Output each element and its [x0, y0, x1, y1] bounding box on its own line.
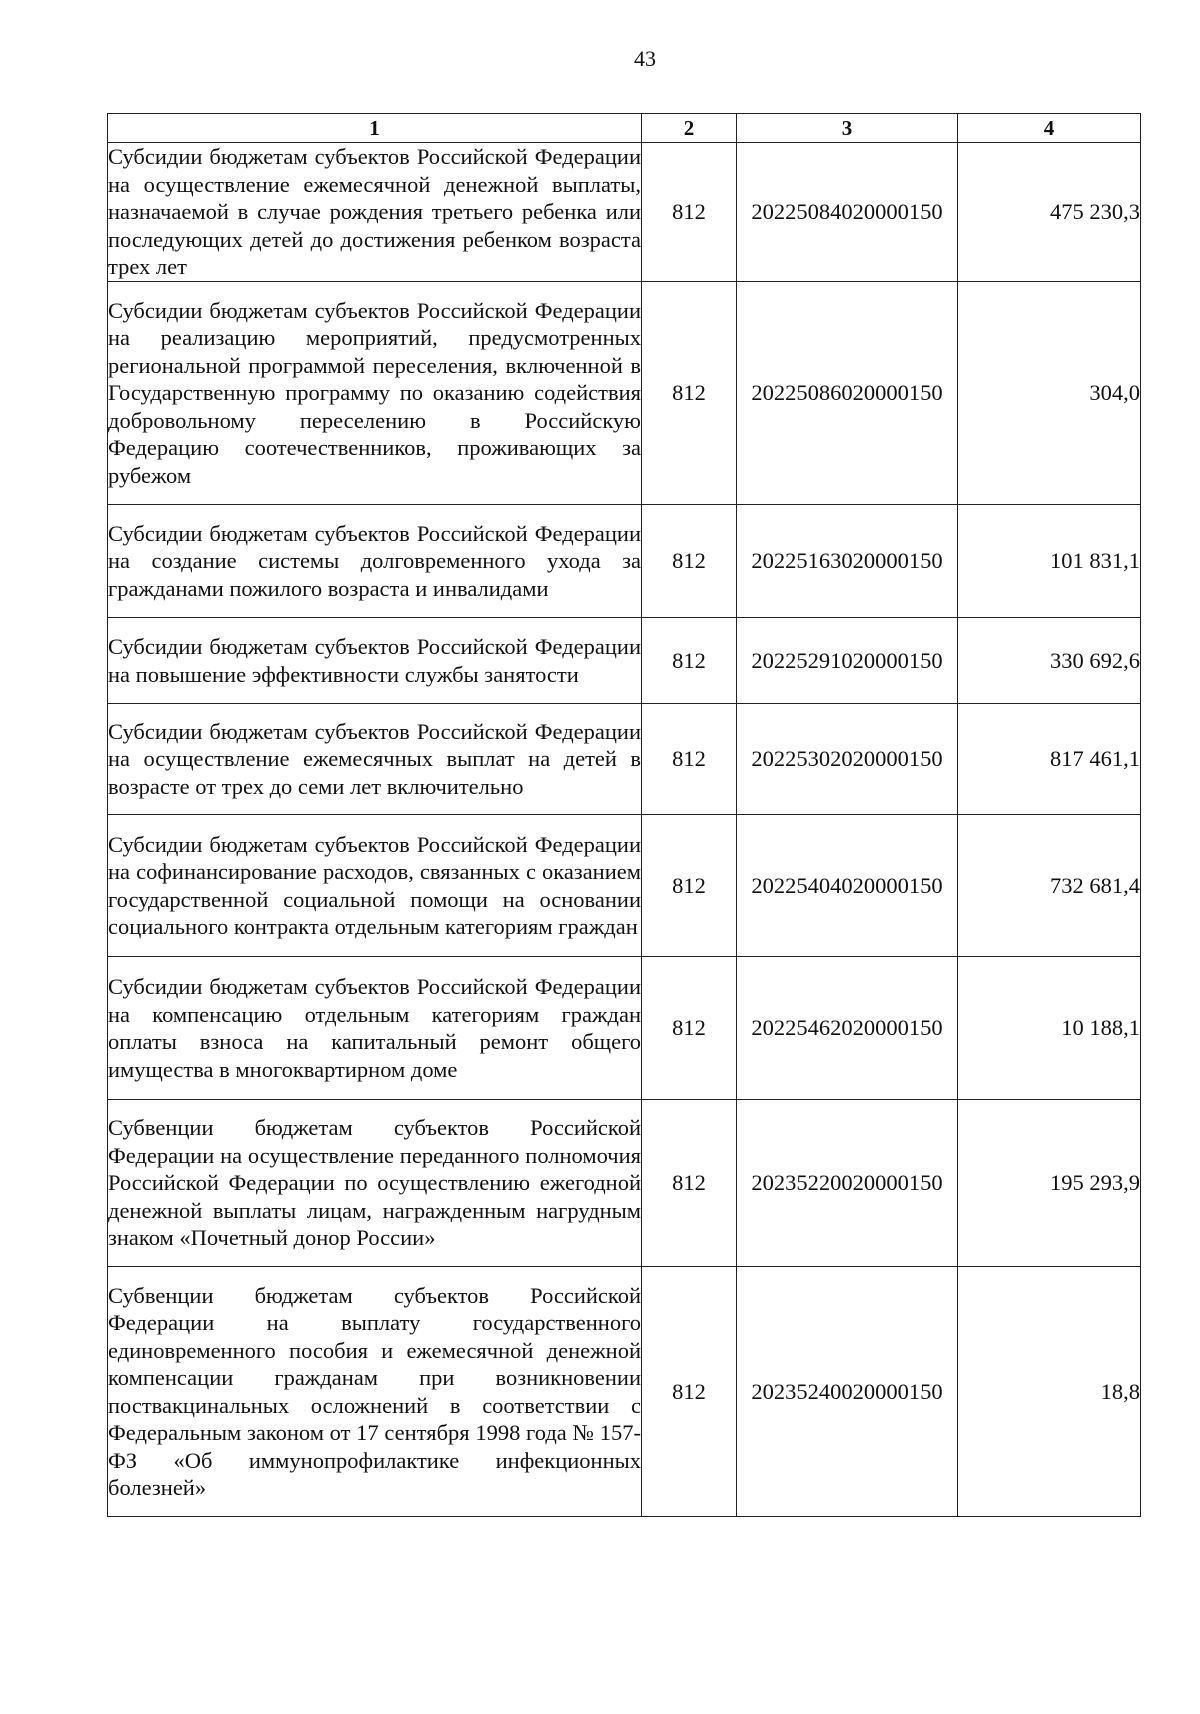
- row-description: Субсидии бюджетам субъектов Российской Федерации на осуществление ежемесячной денежной выплаты, назначаемой в случае рождения третьего ребенка или последующих детей до достижения ребенком возраста трех лет: [108, 143, 642, 282]
- row-admin-code: 812: [642, 282, 737, 505]
- row-description: Субсидии бюджетам субъектов Российской Федерации на повышение эффективности службы занятости: [108, 618, 642, 704]
- row-kbk-code: 20225086020000150: [737, 282, 958, 505]
- row-amount: 304,0: [958, 282, 1141, 505]
- row-kbk-code: 20235240020000150: [737, 1267, 958, 1517]
- row-kbk-code: 20235220020000150: [737, 1100, 958, 1267]
- row-kbk-code: 20225302020000150: [737, 704, 958, 815]
- row-admin-code: 812: [642, 815, 737, 957]
- row-amount: 18,8: [958, 1267, 1141, 1517]
- row-amount: 195 293,9: [958, 1100, 1141, 1267]
- row-amount: 817 461,1: [958, 704, 1141, 815]
- table-header-row: [108, 114, 1141, 143]
- row-description: Субсидии бюджетам субъектов Российской Федерации на осуществление ежемесячных выплат на детей в возрасте от трех до семи лет включительно: [108, 704, 642, 815]
- row-kbk-code: 20225404020000150: [737, 815, 958, 957]
- table-row: [108, 505, 1141, 618]
- row-description: Субсидии бюджетам субъектов Российской Федерации на софинансирование расходов, связанных с оказанием государственной социальной помощи на основании социального контракта отдельным категориям граждан: [108, 815, 642, 957]
- row-kbk-code: 20225084020000150: [737, 143, 958, 282]
- row-description: Субвенции бюджетам субъектов Российской Федерации на выплату государственного единовременного пособия и ежемесячной денежной компенсации гражданам при возникновении поствакцинальных осложнений в соответствии с Федеральным законом от 17 сентября 1998 года № 157-ФЗ «Об иммунопрофилактике инфекционных болезней»: [108, 1267, 642, 1517]
- row-amount: 732 681,4: [958, 815, 1141, 957]
- column-header-4: 4: [958, 114, 1141, 143]
- row-admin-code: 812: [642, 505, 737, 618]
- row-amount: 330 692,6: [958, 618, 1141, 704]
- row-kbk-code: 20225462020000150: [737, 957, 958, 1100]
- table-row: [108, 618, 1141, 704]
- row-admin-code: 812: [642, 957, 737, 1100]
- table-row: [108, 282, 1141, 505]
- row-description: Субсидии бюджетам субъектов Российской Федерации на реализацию мероприятий, предусмотренных региональной программой переселения, включенной в Государственную программу по оказанию содействия добровольному переселению в Российскую Федерацию соотечественников, проживающих за рубежом: [108, 282, 642, 505]
- row-description: Субвенции бюджетам субъектов Российской Федерации на осуществление переданного полномочия Российской Федерации по осуществлению ежегодной денежной выплаты лицам, награжденным нагрудным знаком «Почетный донор России»: [108, 1100, 642, 1267]
- row-admin-code: 812: [642, 1100, 737, 1267]
- column-header-2: 2: [642, 114, 737, 143]
- column-header-3: 3: [737, 114, 958, 143]
- table-row: [108, 704, 1141, 815]
- row-admin-code: 812: [642, 618, 737, 704]
- row-amount: 101 831,1: [958, 505, 1141, 618]
- table-row: [108, 815, 1141, 957]
- row-description: Субсидии бюджетам субъектов Российской Федерации на создание системы долговременного ухода за гражданами пожилого возраста и инвалидами: [108, 505, 642, 618]
- row-admin-code: 812: [642, 704, 737, 815]
- row-amount: 475 230,3: [958, 143, 1141, 282]
- row-admin-code: 812: [642, 1267, 737, 1517]
- budget-table: [107, 113, 1141, 1517]
- row-admin-code: 812: [642, 143, 737, 282]
- table-row: [108, 1100, 1141, 1267]
- table-row: [108, 957, 1141, 1100]
- table-row: [108, 143, 1141, 282]
- row-description: Субсидии бюджетам субъектов Российской Федерации на компенсацию отдельным категориям граждан оплаты взноса на капитальный ремонт общего имущества в многоквартирном доме: [108, 957, 642, 1100]
- page-number: 43: [634, 46, 656, 71]
- table-row: [108, 1267, 1141, 1517]
- row-kbk-code: 20225291020000150: [737, 618, 958, 704]
- row-kbk-code: 20225163020000150: [737, 505, 958, 618]
- row-amount: 10 188,1: [958, 957, 1141, 1100]
- column-header-1: 1: [108, 114, 642, 143]
